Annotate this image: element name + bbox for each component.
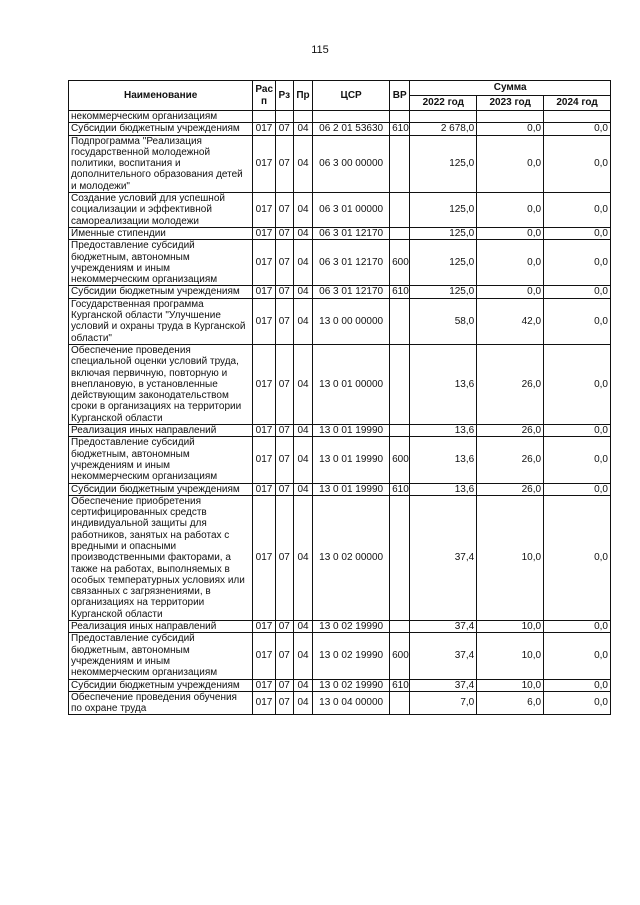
row-csr-cell: 13 0 02 19990 [313,621,390,633]
col-header-rz: Рз [275,81,293,111]
row-ras-cell: 017 [253,344,275,424]
row-name-cell: Реализация иных направлений [69,425,253,437]
row-ras-cell: 017 [253,621,275,633]
row-2022-cell: 13,6 [410,344,477,424]
col-header-name: Наименование [69,81,253,111]
row-2022-cell: 37,4 [410,679,477,691]
col-header-ras: Рас п [253,81,275,111]
row-2024-cell: 0,0 [544,135,611,192]
row-csr-cell: 06 3 01 12170 [313,286,390,298]
header-row [69,81,611,96]
row-ras-cell: 017 [253,227,275,239]
row-pr-cell: 04 [293,483,312,495]
row-vr-cell: 610 [390,483,410,495]
row-2023-cell: 0,0 [477,286,544,298]
row-2024-cell: 0,0 [544,437,611,483]
row-name-cell: Государственная программа Курганской области "Улучшение условий и охраны труда в Курганской области" [69,298,253,344]
row-2023-cell: 42,0 [477,298,544,344]
row-name-cell: Субсидии бюджетным учреждениям [69,286,253,298]
row-2023-cell: 6,0 [477,691,544,715]
row-2023-cell: 0,0 [477,240,544,286]
row-pr-cell: 04 [293,633,312,679]
row-2024-cell: 0,0 [544,483,611,495]
row-name-cell: Предоставление субсидий бюджетным, автономным учреждениям и иным некоммерческим организациям [69,437,253,483]
row-csr-cell: 13 0 01 19990 [313,483,390,495]
page-number: 115 [311,44,329,56]
row-rz-cell: 07 [275,495,293,620]
row-rz-cell: 07 [275,483,293,495]
row-2024-cell: 0,0 [544,123,611,135]
row-2023-cell: 26,0 [477,437,544,483]
row-name-cell: Именные стипендии [69,227,253,239]
row-pr-cell: 04 [293,621,312,633]
row-ras-cell: 017 [253,425,275,437]
table-row [69,193,611,228]
col-header-sum: Сумма [410,81,611,96]
row-ras-cell: 017 [253,193,275,228]
row-pr-cell: 04 [293,227,312,239]
row-2023-cell: 26,0 [477,483,544,495]
row-csr-cell: 06 3 01 00000 [313,193,390,228]
row-ras-cell: 017 [253,298,275,344]
row-2022-cell: 125,0 [410,240,477,286]
budget-table [68,80,611,715]
table-row [69,123,611,135]
row-2022-cell: 125,0 [410,286,477,298]
row-name-cell: Создание условий для успешной социализации и эффективной самореализации молодежи [69,193,253,228]
row-csr-cell: 13 0 04 00000 [313,691,390,715]
row-pr-cell: 04 [293,193,312,228]
row-vr-cell [390,344,410,424]
row-2022-cell: 7,0 [410,691,477,715]
row-ras-cell: 017 [253,240,275,286]
col-header-csr: ЦСР [313,81,390,111]
row-2022-cell: 37,4 [410,621,477,633]
row-name-cell: некоммерческим организациям [69,111,253,123]
row-rz-cell: 07 [275,298,293,344]
row-csr-cell: 13 0 00 00000 [313,298,390,344]
row-2022-cell: 2 678,0 [410,123,477,135]
row-csr-cell [313,111,390,123]
row-name-cell: Предоставление субсидий бюджетным, автономным учреждениям и иным некоммерческим организациям [69,240,253,286]
row-name-cell: Реализация иных направлений [69,621,253,633]
table-row [69,495,611,620]
row-csr-cell: 13 0 01 00000 [313,344,390,424]
row-pr-cell: 04 [293,344,312,424]
row-csr-cell: 13 0 02 19990 [313,679,390,691]
row-ras-cell [253,111,275,123]
row-2024-cell: 0,0 [544,286,611,298]
row-pr-cell [293,111,312,123]
row-vr-cell: 610 [390,679,410,691]
col-header-pr: Пр [293,81,312,111]
row-csr-cell: 06 3 01 12170 [313,240,390,286]
table-row [69,227,611,239]
row-rz-cell: 07 [275,633,293,679]
row-2023-cell: 26,0 [477,344,544,424]
row-vr-cell [390,621,410,633]
row-rz-cell: 07 [275,123,293,135]
row-csr-cell: 06 3 01 12170 [313,227,390,239]
row-2023-cell: 0,0 [477,193,544,228]
row-2024-cell: 0,0 [544,691,611,715]
row-2022-cell: 125,0 [410,193,477,228]
col-header-year-2023: 2023 год [477,96,544,111]
table-row [69,135,611,192]
row-name-cell: Обеспечение проведения специальной оценки условий труда, включая первичную, повторную и внеплановую, в установленные действующим законодательством сроки в организациях на территории Курганской области [69,344,253,424]
row-rz-cell: 07 [275,691,293,715]
row-pr-cell: 04 [293,437,312,483]
row-pr-cell: 04 [293,286,312,298]
row-csr-cell: 06 3 00 00000 [313,135,390,192]
row-2024-cell: 0,0 [544,425,611,437]
table-body [69,111,611,715]
table-row [69,691,611,715]
table-row [69,633,611,679]
row-ras-cell: 017 [253,437,275,483]
row-2023-cell [477,111,544,123]
row-rz-cell: 07 [275,425,293,437]
row-ras-cell: 017 [253,286,275,298]
row-ras-cell: 017 [253,679,275,691]
row-vr-cell: 610 [390,123,410,135]
row-vr-cell [390,298,410,344]
row-pr-cell: 04 [293,123,312,135]
row-2022-cell: 58,0 [410,298,477,344]
row-pr-cell: 04 [293,240,312,286]
row-csr-cell: 13 0 01 19990 [313,437,390,483]
table-row [69,298,611,344]
col-header-year-2024: 2024 год [544,96,611,111]
row-name-cell: Обеспечение приобретения сертифицированных средств индивидуальной защиты для работников, занятых на работах с вредными и опасными производственными факторами, а также на работах, выполняемых в особых температурных условиях или связанных с загрязнениями, в организациях на территории Курганской области [69,495,253,620]
row-ras-cell: 017 [253,123,275,135]
row-rz-cell: 07 [275,135,293,192]
row-2023-cell: 10,0 [477,679,544,691]
row-csr-cell: 13 0 01 19990 [313,425,390,437]
row-2024-cell: 0,0 [544,679,611,691]
row-rz-cell: 07 [275,344,293,424]
row-csr-cell: 13 0 02 19990 [313,633,390,679]
row-rz-cell [275,111,293,123]
row-2022-cell [410,111,477,123]
row-2022-cell: 13,6 [410,437,477,483]
row-pr-cell: 04 [293,135,312,192]
row-2023-cell: 26,0 [477,425,544,437]
row-2024-cell: 0,0 [544,227,611,239]
table-row [69,483,611,495]
row-rz-cell: 07 [275,621,293,633]
row-rz-cell: 07 [275,437,293,483]
row-2024-cell: 0,0 [544,633,611,679]
row-vr-cell: 600 [390,437,410,483]
row-vr-cell: 600 [390,240,410,286]
row-2022-cell: 13,6 [410,425,477,437]
row-vr-cell [390,425,410,437]
row-rz-cell: 07 [275,193,293,228]
table-row [69,425,611,437]
row-vr-cell [390,691,410,715]
row-rz-cell: 07 [275,240,293,286]
row-2022-cell: 37,4 [410,633,477,679]
row-vr-cell: 610 [390,286,410,298]
table-row [69,240,611,286]
row-name-cell: Субсидии бюджетным учреждениям [69,123,253,135]
row-2024-cell [544,111,611,123]
row-2023-cell: 10,0 [477,633,544,679]
row-ras-cell: 017 [253,633,275,679]
row-2024-cell: 0,0 [544,495,611,620]
row-2024-cell: 0,0 [544,621,611,633]
row-2024-cell: 0,0 [544,193,611,228]
row-vr-cell [390,135,410,192]
row-ras-cell: 017 [253,495,275,620]
row-name-cell: Субсидии бюджетным учреждениям [69,679,253,691]
table-row [69,344,611,424]
col-header-vr: ВР [390,81,410,111]
row-2024-cell: 0,0 [544,298,611,344]
table-row [69,286,611,298]
row-pr-cell: 04 [293,298,312,344]
row-vr-cell [390,193,410,228]
row-name-cell: Предоставление субсидий бюджетным, автономным учреждениям и иным некоммерческим организациям [69,633,253,679]
row-2023-cell: 0,0 [477,135,544,192]
row-2024-cell: 0,0 [544,240,611,286]
row-ras-cell: 017 [253,691,275,715]
row-pr-cell: 04 [293,691,312,715]
col-header-year-2022: 2022 год [410,96,477,111]
row-2022-cell: 37,4 [410,495,477,620]
row-name-cell: Обеспечение проведения обучения по охране труда [69,691,253,715]
table-row [69,111,611,123]
row-name-cell: Субсидии бюджетным учреждениям [69,483,253,495]
row-name-cell: Подпрограмма "Реализация государственной молодежной политики, воспитания и дополнительного образования детей и молодежи" [69,135,253,192]
row-2022-cell: 13,6 [410,483,477,495]
row-2023-cell: 0,0 [477,227,544,239]
row-pr-cell: 04 [293,425,312,437]
row-rz-cell: 07 [275,227,293,239]
row-pr-cell: 04 [293,679,312,691]
row-2024-cell: 0,0 [544,344,611,424]
row-rz-cell: 07 [275,286,293,298]
table-row [69,679,611,691]
row-2023-cell: 10,0 [477,495,544,620]
row-vr-cell [390,227,410,239]
row-2023-cell: 0,0 [477,123,544,135]
table-row [69,621,611,633]
row-csr-cell: 13 0 02 00000 [313,495,390,620]
row-rz-cell: 07 [275,679,293,691]
row-vr-cell: 600 [390,633,410,679]
row-2022-cell: 125,0 [410,135,477,192]
row-pr-cell: 04 [293,495,312,620]
row-2022-cell: 125,0 [410,227,477,239]
row-vr-cell [390,111,410,123]
row-ras-cell: 017 [253,135,275,192]
row-vr-cell [390,495,410,620]
table-row [69,437,611,483]
row-ras-cell: 017 [253,483,275,495]
row-2023-cell: 10,0 [477,621,544,633]
row-csr-cell: 06 2 01 53630 [313,123,390,135]
